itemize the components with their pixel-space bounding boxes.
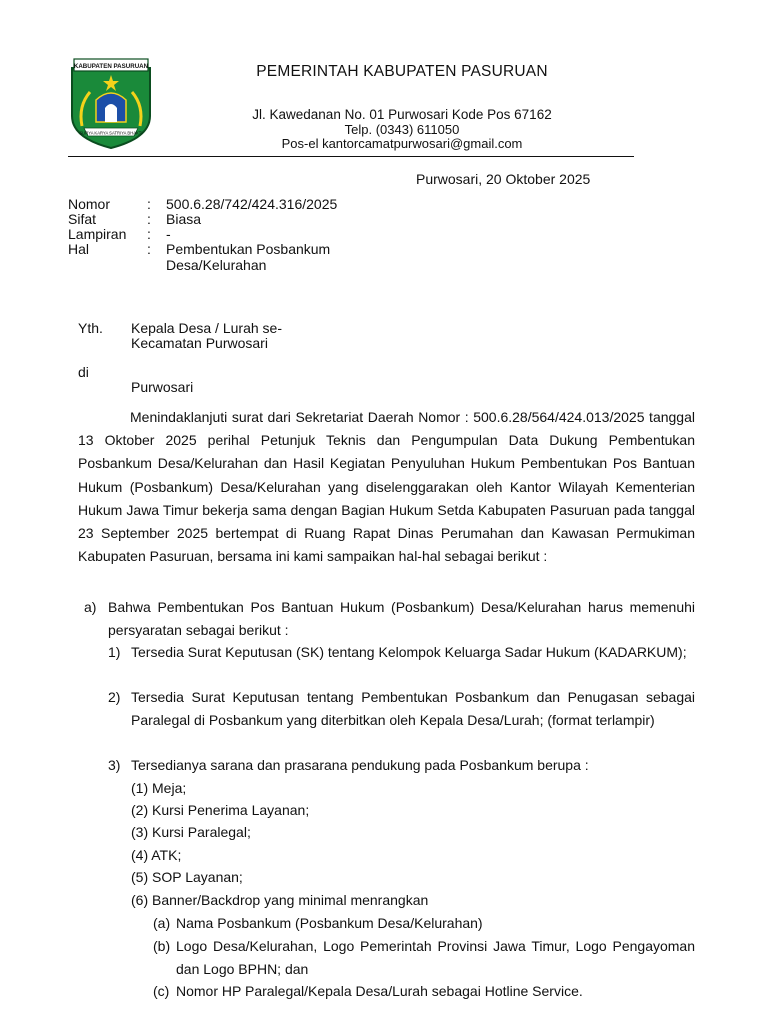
body-paragraph: Menindaklanjuti surat dari Sekretariat Daerah Nomor : 500.6.28/564/424.013/2025 tanggal 13 Oktober 2025 perihal Petunjuk Teknis dan Pengumpulan Data Dukung Pembentukan Posbankum Desa/Kelurahan dan Hasil Kegiatan Penyuluhan Hukum Pembentukan Pos Bantuan Hukum (Posbankum) Desa/Kelurahan yang diselenggarakan oleh Kantor Wilayah Kementerian Hukum Jawa Timur bekerja sama dengan Bagian Hukum Setda Kabupaten Pasuruan pada tanggal 23 September 2025 bertempat di Ruang Rapat Dinas Perumahan dan Kawasan Permukiman Kabupaten Pasuruan, bersama ini kami sampaikan hal-hal sebagai berikut : xyxy=(78,409,695,565)
point-a-text: Bahwa Pembentukan Pos Bantuan Hukum (Posbankum) Desa/Kelurahan harus memenuhi persyaratan sebagai berikut : xyxy=(108,599,695,638)
sub-item: (2) Kursi Penerima Layanan; xyxy=(131,802,310,818)
meta-key: Sifat xyxy=(68,211,97,227)
list-item: Tersedia Surat Keputusan tentang Pembentukan Posbankum dan Penugasan sebagai Paralegal di Posbankum yang diterbitkan oleh Kepala Desa/Lurah; (format terlampir) xyxy=(131,689,695,728)
meta-value-nomor: 500.6.28/742/424.316/2025 xyxy=(166,196,338,212)
list-item-marker: 2) xyxy=(108,689,121,705)
banner-item: Nomor HP Paralegal/Kepala Desa/Lurah sebagai Hotline Service. xyxy=(176,983,583,999)
letterhead-phone: Telp. (0343) 611050 xyxy=(344,122,460,137)
meta-key: Lampiran xyxy=(68,226,127,242)
sub-item: (1) Meja; xyxy=(131,780,187,796)
addressee-place: Purwosari xyxy=(131,379,194,395)
meta-sep: : xyxy=(147,196,151,212)
logo-banner-text: KABUPATEN PASURUAN xyxy=(73,63,149,70)
list-item-marker: 3) xyxy=(108,757,121,773)
addressee-label: Yth. xyxy=(78,320,103,336)
meta-sep: : xyxy=(147,226,151,242)
meta-value-lampiran: - xyxy=(166,226,171,242)
banner-item-marker: (b) xyxy=(153,938,171,954)
sub-item: (5) SOP Layanan; xyxy=(131,869,243,885)
addressee-line1: Kepala Desa / Lurah se- xyxy=(131,320,282,336)
sub-item: (4) ATK; xyxy=(131,847,182,863)
letterhead-divider xyxy=(68,156,634,157)
addressee-di: di xyxy=(78,364,89,380)
meta-value-hal: Pembentukan Posbankum xyxy=(166,241,331,257)
kabupaten-pasuruan-logo xyxy=(68,56,154,150)
sub-item: (6) Banner/Backdrop yang minimal menrangkan xyxy=(131,892,429,908)
letterhead-title: PEMERINTAH KABUPATEN PASURUAN xyxy=(256,63,548,80)
banner-item: Nama Posbankum (Posbankum Desa/Kelurahan) xyxy=(176,915,483,931)
meta-value-sifat: Biasa xyxy=(166,211,202,227)
banner-item-marker: (c) xyxy=(153,983,170,999)
meta-key: Hal xyxy=(68,241,90,257)
meta-sep: : xyxy=(147,211,151,227)
banner-item: Logo Desa/Kelurahan, Logo Pemerintah Provinsi Jawa Timur, Logo Pengayoman dan Logo BPHN; dan xyxy=(176,938,695,977)
letter-date: Purwosari, 20 Oktober 2025 xyxy=(416,171,591,187)
list-item-marker: 1) xyxy=(108,644,121,660)
meta-sep: : xyxy=(147,241,151,257)
banner-item-marker: (a) xyxy=(153,915,171,931)
point-a-marker: a) xyxy=(84,599,97,615)
meta-key: Nomor xyxy=(68,196,111,212)
letterhead-address: Jl. Kawedanan No. 01 Purwosari Kode Pos 67162 xyxy=(252,107,552,122)
letterhead-email: Pos-el kantorcamatpurwosari@gmail.com xyxy=(281,136,523,151)
meta-value-hal-line2: Desa/Kelurahan xyxy=(166,257,267,273)
list-item: Tersedianya sarana dan prasarana pendukung pada Posbankum berupa : xyxy=(131,757,589,773)
sub-item: (3) Kursi Paralegal; xyxy=(131,824,251,840)
logo-motto-text: SURYA KARYA SATRIYA BHAKTI xyxy=(79,130,143,136)
list-item: Tersedia Surat Keputusan (SK) tentang Kelompok Keluarga Sadar Hukum (KADARKUM); xyxy=(131,644,687,660)
addressee-line2: Kecamatan Purwosari xyxy=(131,335,268,351)
